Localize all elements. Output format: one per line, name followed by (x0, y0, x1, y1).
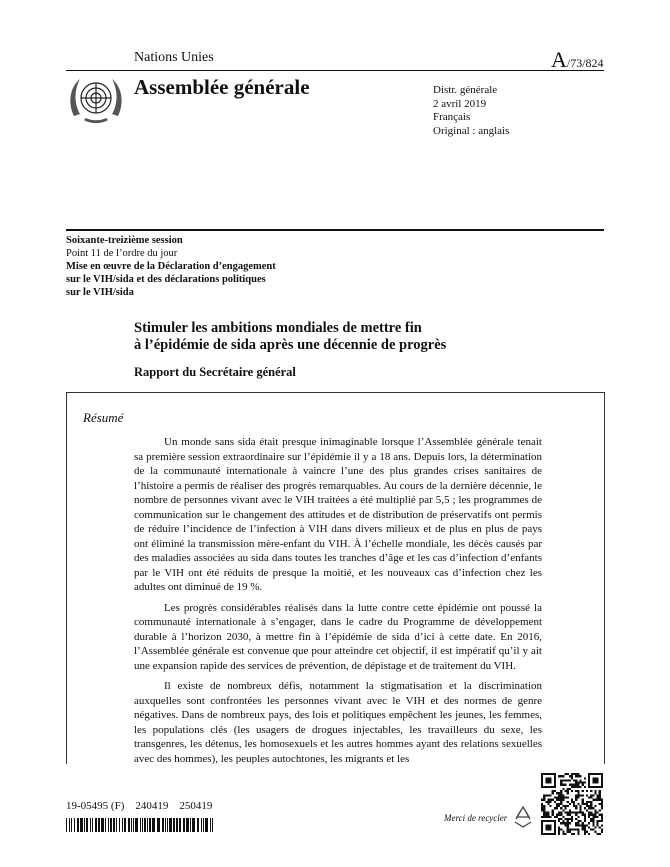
distr-original: Original : anglais (433, 124, 510, 137)
document-title-line: à l’épidémie de sida après une décennie de progrès (134, 337, 447, 353)
document-job-number: 19-05495 (F) 240419 250419 (66, 800, 213, 812)
agenda-title-line: sur le VIH/sida et des déclarations politiques (66, 274, 266, 285)
document-symbol-prefix: A (551, 47, 567, 72)
assembly-title: Assemblée générale (134, 75, 310, 99)
session-info (66, 234, 276, 299)
report-subtitle: Rapport du Secrétaire général (134, 365, 296, 379)
organization-name: Nations Unies (134, 50, 214, 65)
summary-heading: Résumé (83, 410, 124, 425)
distr-type: Distr. générale (433, 84, 498, 96)
summary-box (66, 392, 605, 764)
agenda-title-line: sur le VIH/sida (66, 287, 134, 298)
barcode-icon (66, 818, 214, 832)
header-divider (66, 70, 604, 71)
qr-code-icon (541, 773, 603, 835)
un-emblem-icon (66, 74, 126, 128)
recycle-text: Merci de recycler (444, 813, 508, 823)
summary-paragraph: Un monde sans sida était presque inimaginable lorsque l’Assemblée générale tenait sa première session extraordinaire sur l’épidémie il y a 18 ans. Depuis lors, la détermination de la communauté internationale à vaincre l’une des plus grandes crises sanitaires de l’histoire a permis de réaliser des progrès remarquables. Au cours de la dernière décennie, le nombre de personnes vivant avec le VIH traitées a été multiplié par 5,5 ; les programmes de communication sur le changement des attitudes et de distribution de préservatifs ont permis de réduire l’incidence de l’infection à VIH dans divers milieux et de plus en plus de pays ont éliminé la transmission mère-enfant du VIH. À l’échelle mondiale, les décès causés par des maladies associées au sida dans toutes les tranches d’âge et les cas d’infection d’enfants par le VIH ont été réduits de presque la moitié, et les nouveaux cas d’infection chez les adultes ont diminué de 19 %. (134, 436, 542, 593)
distr-language: Français (433, 111, 471, 123)
summary-paragraph: Les progrès considérables réalisés dans la lutte contre cette épidémie ont poussé la communauté internationale à s’engager, dans le cadre du Programme de développement durable à l’horizon 2030, à mettre fin à l’épidémie de sida d’ici à cette date. En 2016, l’Assemblée générale est convenue que pour atteindre cet objectif, il est impératif qu’il y ait une expansion rapide des services de prévention, de dépistage et de traitement du VIH. (134, 601, 542, 672)
document-symbol-number: /73/824 (566, 56, 604, 70)
distribution-info (433, 84, 509, 138)
summary-text (134, 435, 542, 764)
session-number: Soixante-treizième session (66, 235, 183, 246)
agenda-item: Point 11 de l’ordre du jour (66, 248, 178, 259)
agenda-title-line: Mise en œuvre de la Déclaration d’engagement (66, 261, 276, 272)
document-title (134, 320, 446, 354)
distr-date: 2 avril 2019 (433, 97, 487, 110)
summary-paragraph: Il existe de nombreux défis, notamment la stigmatisation et la discrimination auxquelles sont confrontées les personnes vivant avec le VIH et des normes de genre négatives. Dans de nombreux pays, des lois et politiques empêchent les jeunes, les femmes, les populations clés (les usagers de drogues injectables, les travailleurs du sexe, les transgenres, les détenus, les homosexuels et les autres hommes ayant des relations sexuelles avec des hommes), les peuples autochtones, les migrants et les (134, 680, 542, 764)
section-divider (66, 229, 604, 231)
recycle-icon (510, 804, 536, 830)
document-title-line: Stimuler les ambitions mondiales de mettre fin (134, 320, 422, 336)
